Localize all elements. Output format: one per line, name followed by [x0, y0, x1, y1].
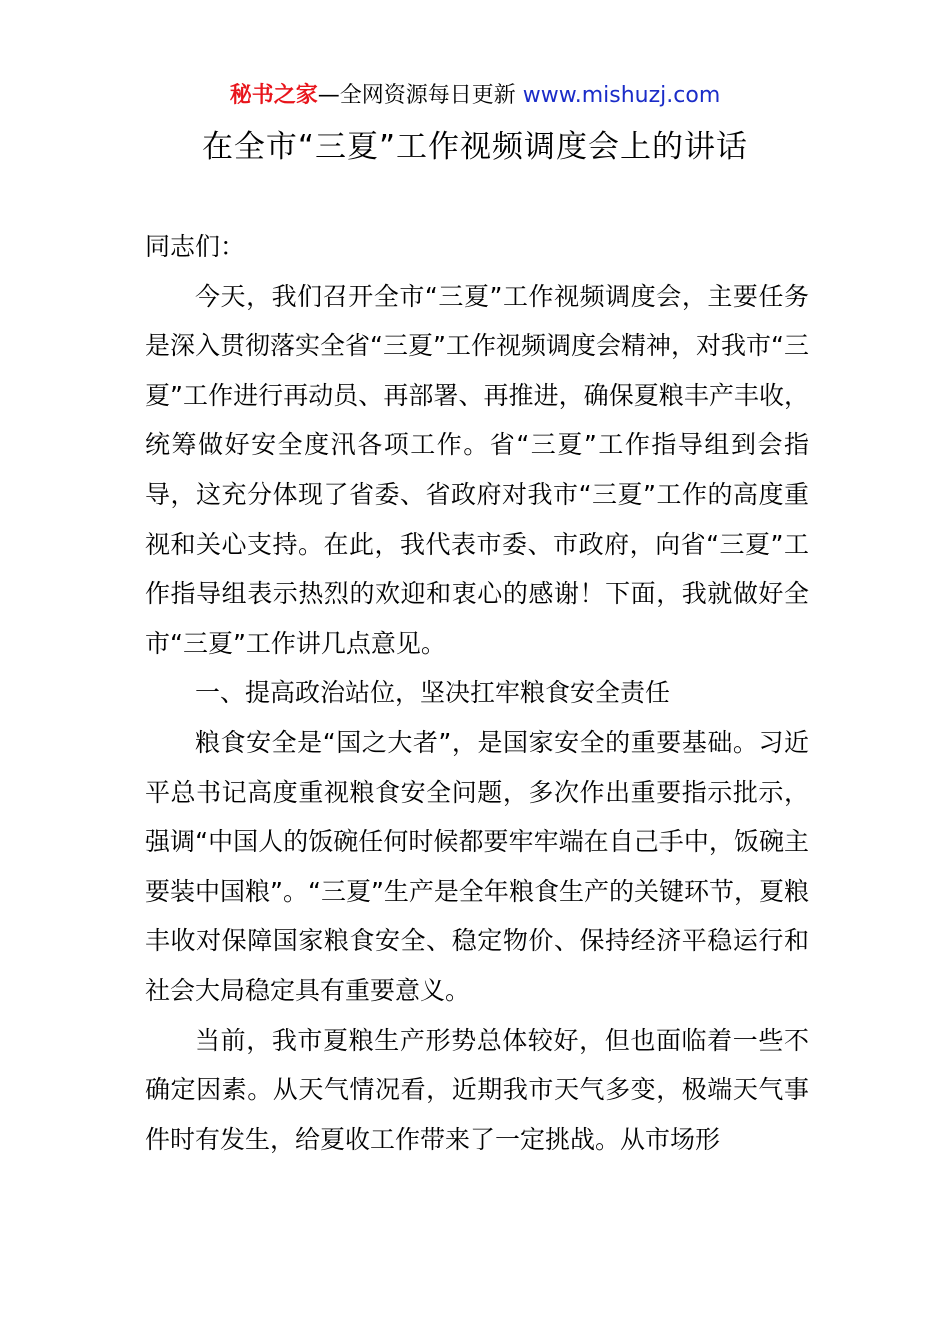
site-brand: 秘书之家: [229, 83, 318, 108]
paragraph-grain-security: 粮食安全是“国之大者”，是国家安全的重要基础。习近平总书记高度重视粮食安全问题，多次作出重要指示批示，强调“中国人的饭碗任何时候都要牢牢端在自己手中，饭碗主要装中国粮”。“三夏”生产是全年粮食生产的关键环节，夏粮丰收对保障国家粮食安全、稳定物价、保持经济平稳运行和社会大局稳定具有重要意义。: [145, 727, 809, 1005]
site-header: [0, 80, 950, 112]
document-title: 在全市“三夏”工作视频调度会上的讲话: [201, 129, 749, 165]
paragraph-intro: 今天，我们召开全市“三夏”工作视频调度会，主要任务是深入贯彻落实全省“三夏”工作视频调度会精神，对我市“三夏”工作进行再动员、再部署、再推进，确保夏粮丰产丰收，统筹做好安全度汛各项工作。省“三夏”工作指导组到会指导，这充分体现了省委、省政府对我市“三夏”工作的高度重视和关心支持。在此，我代表市委、市政府，向省“三夏”工作指导组表示热烈的欢迎和衷心的感谢！下面，我就做好全市“三夏”工作讲几点意见。: [145, 281, 809, 658]
section-heading-1: 一、提高政治站位，坚决扛牢粮食安全责任: [195, 678, 671, 708]
salutation: 同志们：: [145, 232, 246, 261]
paragraph-current-situation: 当前，我市夏粮生产形势总体较好，但也面临着一些不确定因素。从天气情况看，近期我市天气多变，极端天气事件时有发生，给夏收工作带来了一定挑战。从市场形: [145, 1025, 809, 1154]
site-tagline: —全网资源每日更新: [317, 83, 516, 108]
site-url[interactable]: www.mishuzj.com: [522, 83, 721, 108]
document-body: [145, 222, 809, 1164]
